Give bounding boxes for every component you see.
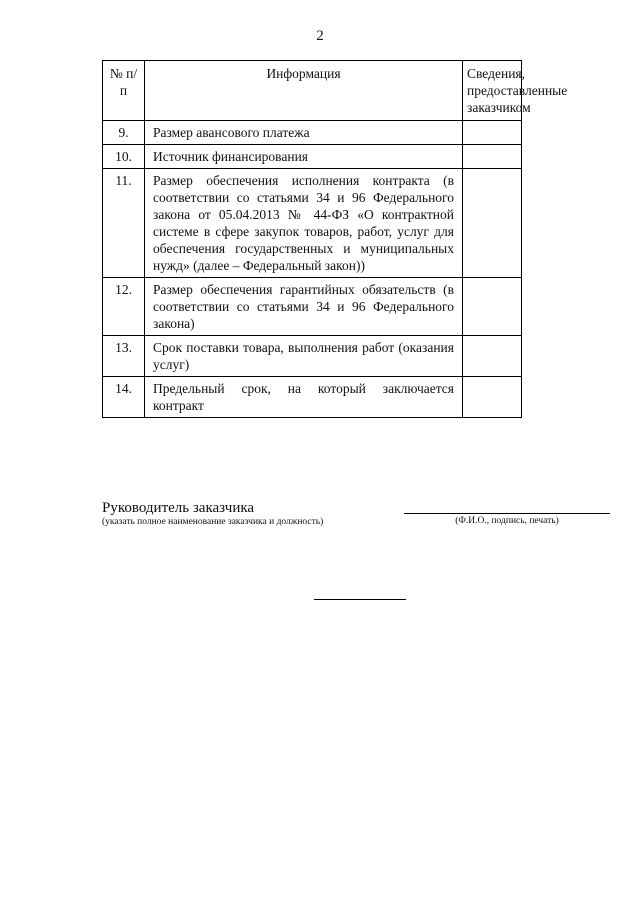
row-value[interactable] [463,336,522,377]
table-row [103,278,522,336]
row-value[interactable] [463,121,522,145]
row-num: 9. [103,121,145,145]
row-text: Размер авансового платежа [145,121,463,145]
row-text: Источник финансирования [145,145,463,169]
row-value[interactable] [463,377,522,418]
header-num: № п/п [103,61,145,121]
signature-caption: (Ф.И.О., подпись, печать) [455,516,559,526]
row-num: 14. [103,377,145,418]
row-text: Предельный срок, на который заключается контракт [145,377,463,418]
row-value[interactable] [463,169,522,278]
header-info: Информация [145,61,463,121]
row-text: Размер обеспечения исполнения контракта (в соответствии со статьями 34 и 96 Федерального закона от 05.04.2013 № 44-ФЗ «О контрактной системе в сфере закупок товаров, работ, услуг для обеспечения государственных и муниципальных нужд» (далее – Федеральный закон)) [145,169,463,278]
table-row [103,377,522,418]
row-text: Размер обеспечения гарантийных обязательств (в соответствии со статьями 34 и 96 Федерального закона) [145,278,463,336]
bottom-divider [314,599,406,600]
signature-title: Руководитель заказчика [102,500,255,516]
header-value: Сведения, предоставленные заказчиком [463,61,522,121]
signature-note: (указать полное наименование заказчика и должность) [102,517,324,527]
row-num: 12. [103,278,145,336]
page-number: 2 [316,28,324,44]
table-row [103,145,522,169]
table-header-row [103,61,522,121]
row-text: Срок поставки товара, выполнения работ (оказания услуг) [145,336,463,377]
row-num: 10. [103,145,145,169]
row-value[interactable] [463,278,522,336]
table-row [103,336,522,377]
row-num: 11. [103,169,145,278]
table-row [103,169,522,278]
table-row [103,121,522,145]
row-num: 13. [103,336,145,377]
info-table [102,60,568,418]
signature-line [404,513,610,514]
row-value[interactable] [463,145,522,169]
